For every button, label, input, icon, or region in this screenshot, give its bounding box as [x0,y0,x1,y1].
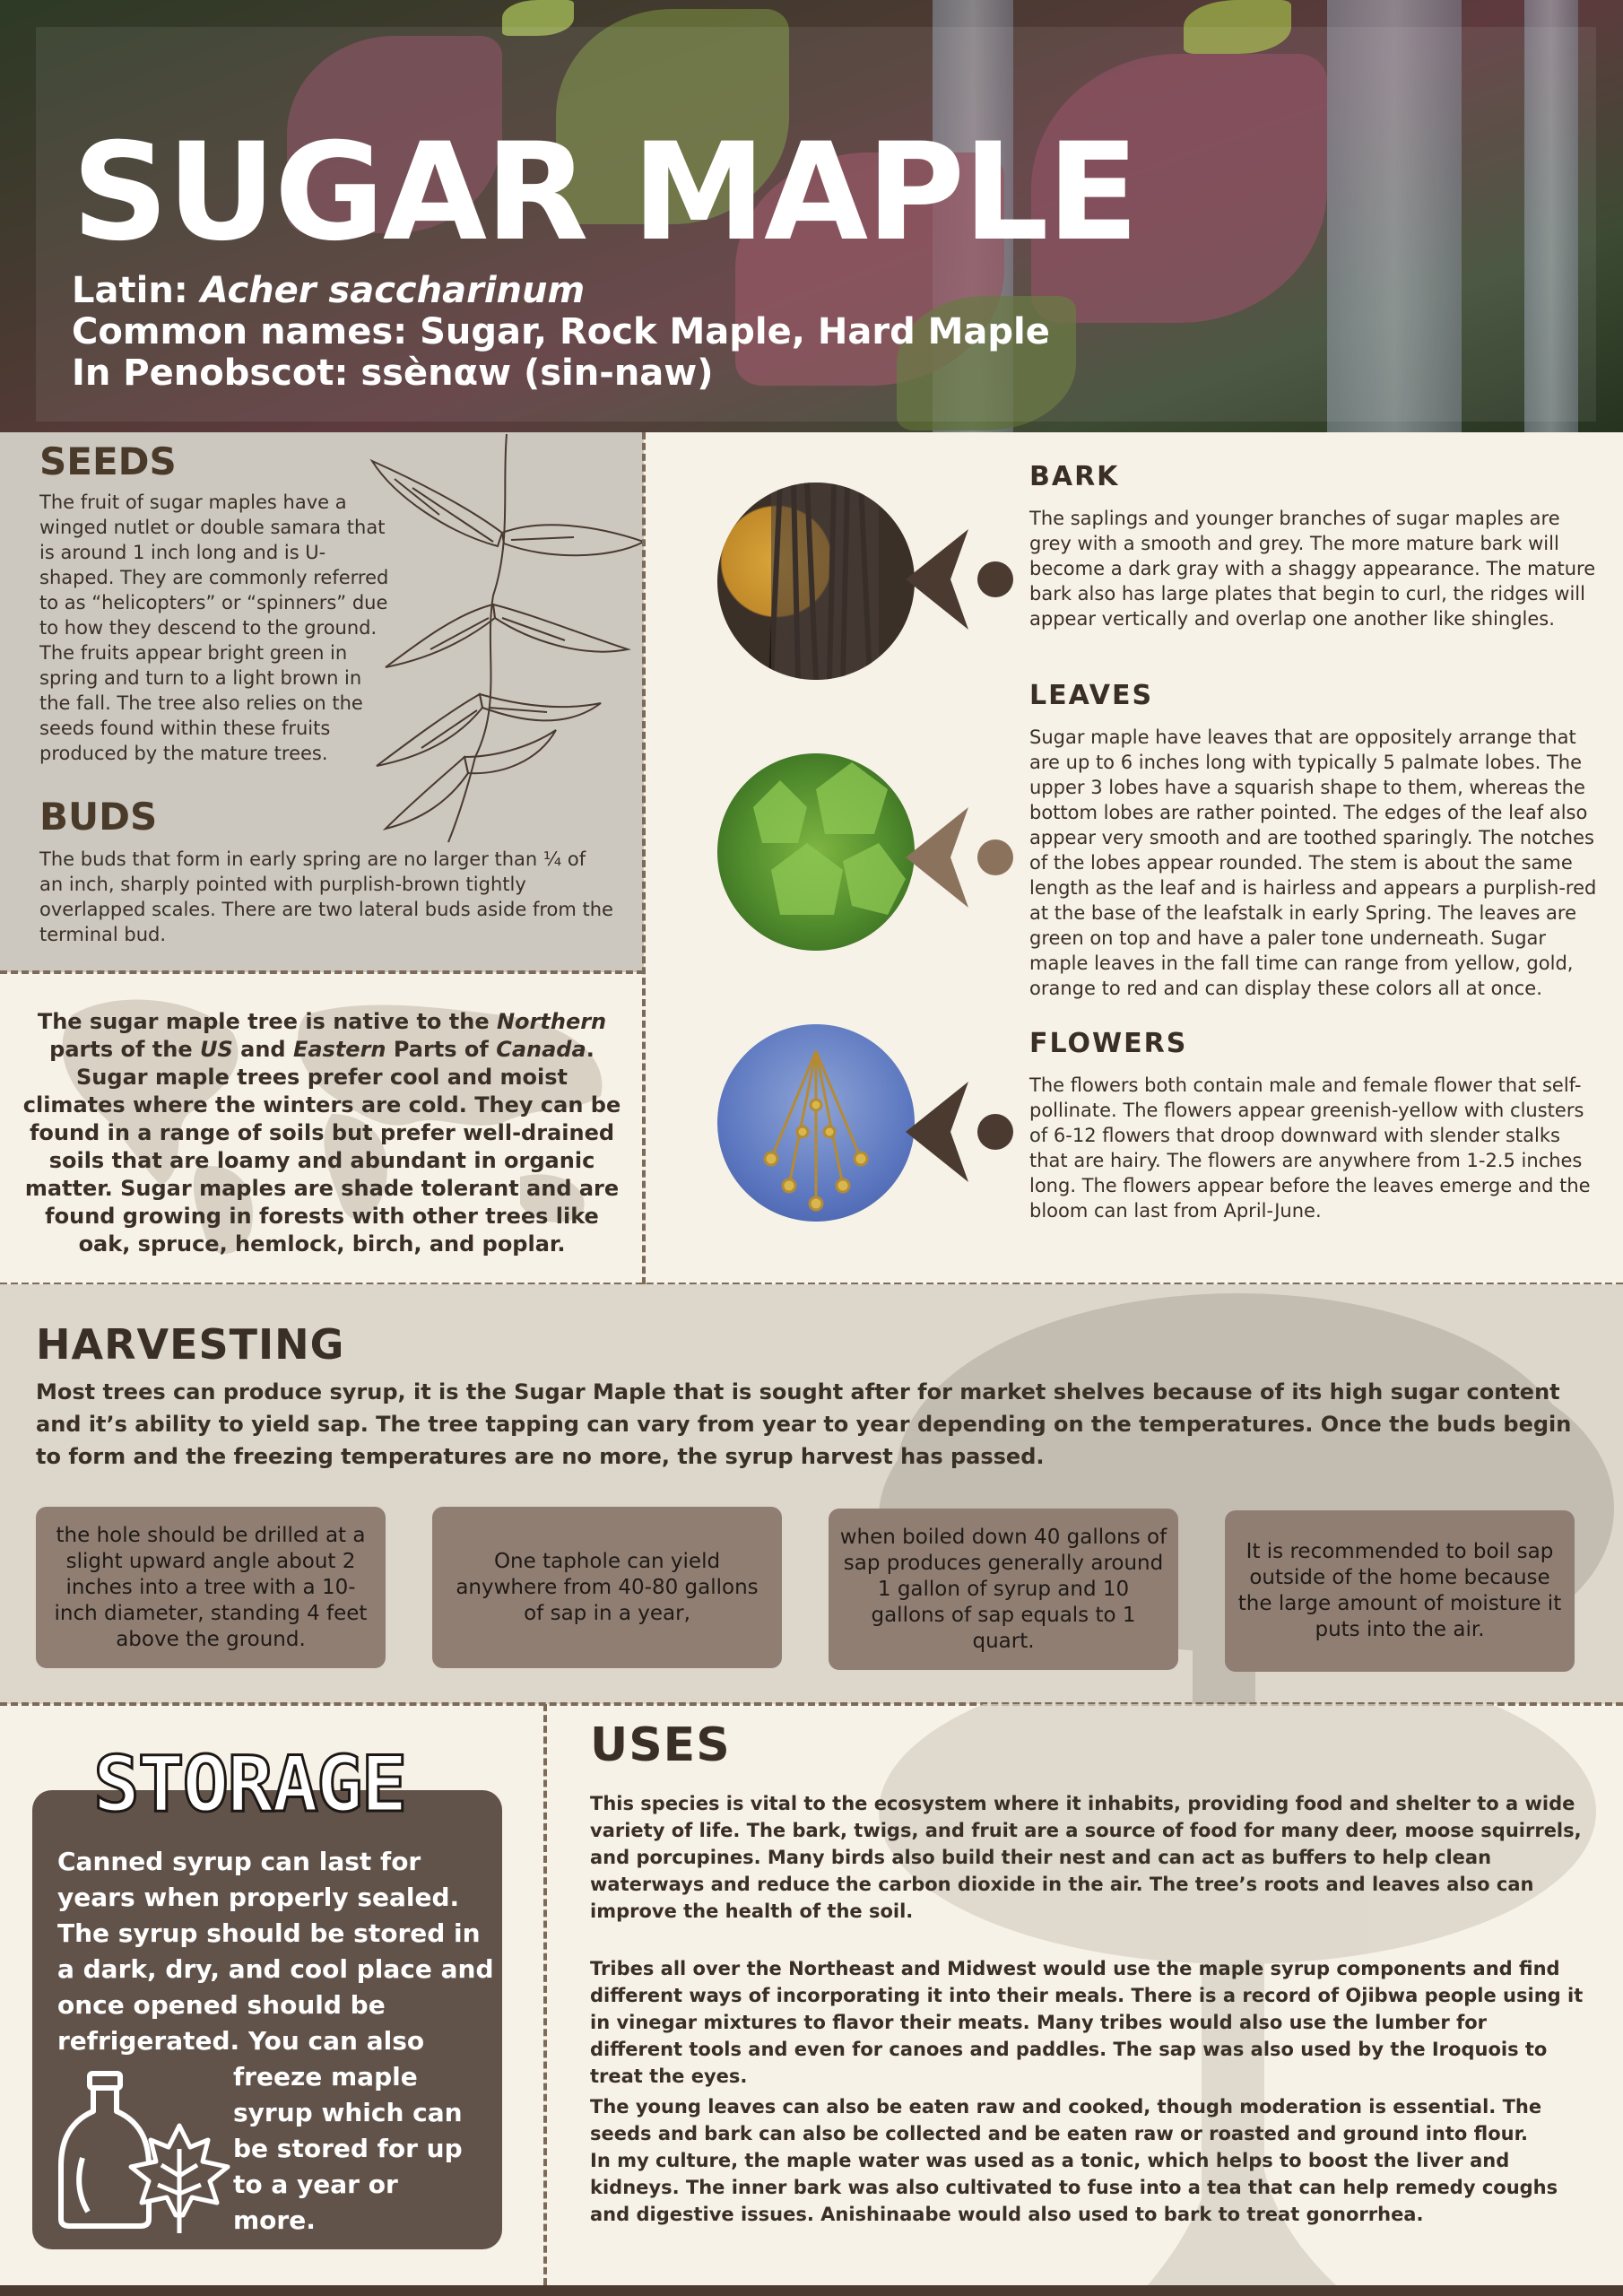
native-text-span: The sugar maple tree is native to the [37,1009,497,1034]
divider-vertical [543,1704,547,2285]
storage-text-top: Canned syrup can last for years when properly sealed. The syrup should be stored in a dark, dry, and cool place and once opened should be refrigerated. You can also [57,1847,494,2056]
harvesting-heading: HARVESTING [36,1320,345,1369]
pointer-arrow-icon [906,1082,1018,1182]
native-text-span: Parts of [386,1037,497,1062]
bark-heading: BARK [1029,461,1120,492]
harvesting-section [0,1284,1623,1704]
uses-paragraph-3: The young leaves can also be eaten raw and cooked, though moderation is essential. The seeds and bark can also be collected and be eaten raw or roasted and ground into flour. [590,2096,1542,2144]
seeds-heading: SEEDS [39,439,177,483]
uses-paragraph-4: In my culture, the maple water was used as a tonic, which helps to boost the liver and kidneys. The inner bark was also cultivated to fuse into a tea that can help remedy coughs and digestive issues. Anishinaabe would also used to bark to treat gonorrhea. [590,2150,1558,2225]
storage-heading: STORAGE [93,1740,406,1830]
harvest-fact-box: when boiled down 40 gallons of sap produces generally around 1 gallon of syrup and 10 gallons of sap equals to 1 quart. [829,1509,1178,1670]
harvesting-text: Most trees can produce syrup, it is the Sugar Maple that is sought after for market shelves because of its high sugar content and it’s ability to yield sap. The tree tapping can vary from year to year depending on the temperatures. Once the buds begin to form and the freezing temperatures are no more, the syrup harvest has passed. [36,1379,1572,1469]
harvest-fact-box: the hole should be drilled at a slight upward angle about 2 inches into a tree with a 10-inch diameter, standing 4 feet above the ground. [36,1507,386,1668]
bark-text: The saplings and younger branches of sugar maples are grey with a smooth and grey. The more mature bark will become a dark gray with a shaggy appearance. The mature bark also has large plates that begin to curl, the ridges will appear vertically and overlap one another like shingles. [1029,508,1596,630]
maple-leaf-icon [126,2122,233,2235]
flowers-text: The flowers both contain male and female flower that self-pollinate. The flowers appear greenish-yellow with clusters of 6-12 flowers that droop downward with slender stalks that are hairy. The flowers are anywhere from 1-2.5 inches long. The flowers appear before the leaves emerge and the bloom can last from April-June. [1029,1074,1591,1222]
latin-name: Acher saccharinum [200,270,586,311]
seeds-text: The fruit of sugar maples have a winged nutlet or double samara that is around 1 inch long and is U-shaped. They are commonly referred to as “helicopters” or “spinners” due to how they descend to the ground. The fruits appear bright green in spring and turn to a light brown in the fall. The tree also relies on the seeds found within these fruits produced by the mature trees. [39,491,389,764]
pointer-arrow-icon [906,529,1018,630]
latin-label: Latin: [72,270,201,311]
divider-vertical [642,432,646,1284]
native-line-1 [22,1008,622,1036]
latin-name-line [72,271,585,310]
storage-text-bottom: freeze maple syrup which can be stored for up to a year or more. [233,2062,463,2235]
harvest-fact-box: One taphole can yield anywhere from 40-80 gallons of sap in a year, [432,1507,782,1668]
page-title: SUGAR MAPLE [72,115,1138,271]
native-text-span: . [586,1037,595,1062]
buds-heading: BUDS [39,795,158,839]
native-range-text [22,1008,622,1258]
buds-text: The buds that form in early spring are no larger than ¼ of an inch, sharply pointed with purplish-brown tightly overlapped scales. There are two lateral buds aside from the terminal bud. [39,848,613,945]
flowers-photo [717,1024,915,1222]
leaves-heading: LEAVES [1029,680,1154,711]
native-text-span: parts of the [49,1037,200,1062]
leaves-photo [717,753,915,951]
common-names-line: Common names: Sugar, Rock Maple, Hard Maple [72,311,1050,352]
harvest-fact-box: It is recommended to boil sap outside of the home because the large amount of moisture it puts into the air. [1225,1510,1575,1672]
leaves-texture [717,753,915,951]
hero-banner [0,0,1623,432]
flowers-texture [717,1024,915,1222]
flowers-heading: FLOWERS [1029,1028,1188,1059]
bark-texture [717,483,915,680]
uses-paragraph-1: This species is vital to the ecosystem where it inhabits, providing food and shelter to a wide variety of life. The bark, twigs, and fruit are a source of food for many deer, moose squirrels, and porcupines. Many birds also build their nest and can act as buffers to help clean waterways and reduce the carbon dioxide in the air. The tree’s roots and leaves also can improve the health of the soil. [590,1793,1582,1922]
bottom-border [0,2285,1623,2296]
native-text-span: Eastern [292,1037,386,1062]
penobscot-name-line: In Penobscot: ssènαw (sin-naw) [72,352,714,394]
uses-heading: USES [590,1718,731,1772]
native-text-span: Northern [496,1009,607,1034]
native-rest-text: Sugar maple trees prefer cool and moist climates where the winters are cold. They can be found in a range of soils but prefer well-drained soils that are loamy and abundant in organic matter. Sugar maples are shade tolerant and are found growing in forests with other trees like oak, spruce, hemlock, birch, and poplar. [22,1065,621,1257]
samara-seed-illustration [359,434,644,847]
native-text-span: and [232,1037,293,1062]
native-text-span: US [199,1037,233,1062]
native-line-2 [22,1036,622,1064]
divider-horizontal [0,970,644,974]
pointer-arrow-icon [906,807,1018,908]
bark-photo [717,483,915,680]
uses-paragraph-2: Tribes all over the Northeast and Midwest would use the maple syrup components and find different ways of incorporating it into their meals. There is a record of Ojibwa people using it in vinegar mixtures to flavor their meats. Many tribes would also use the lumber for different tools and even for canoes and paddles. The sap was also used by the Iroquois to treat the eyes. [590,1958,1584,2087]
native-text-span: Canada [496,1037,586,1062]
leaves-text: Sugar maple have leaves that are oppositely arrange that are up to 6 inches long with typically 5 palmate lobes. The upper 3 lobes have a squarish shape to them, whereas the bottom lobes are rather pointed. The edges of the leaf also appear very smooth and are toothed sparingly. The notches of the lobes appear rounded. The stem is about the same length as the leaf and is hairless and appears a purplish-red at the base of the leafstalk in early Spring. The leaves are green on top and have a paler tone underneath. Sugar maple leaves in the fall time can range from yellow, gold, orange to red and can display these colors all at once. [1029,726,1597,999]
